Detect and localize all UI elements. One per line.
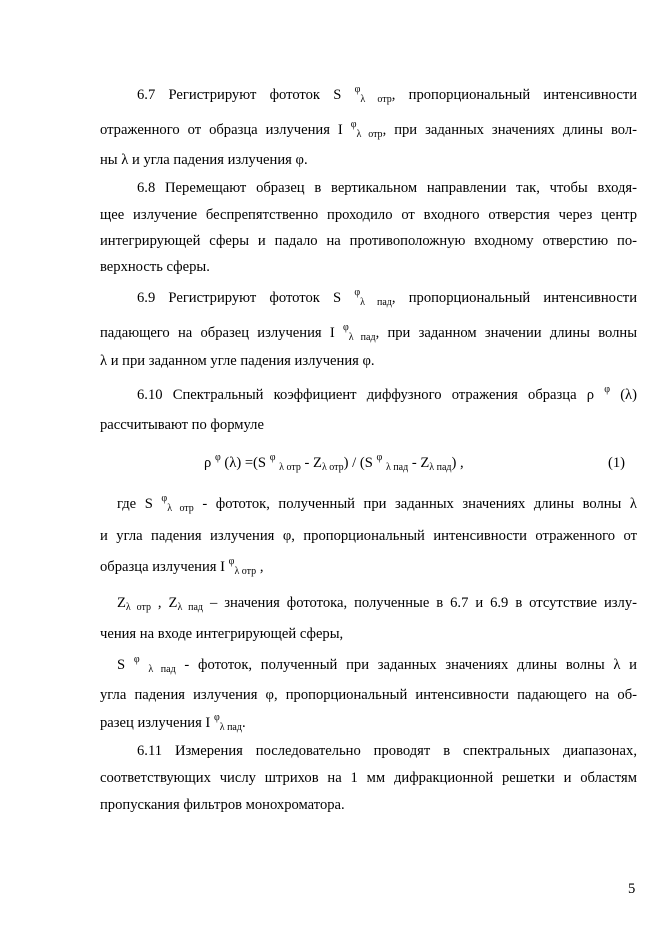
para-6-11-line-1: 6.11 Измерения последовательно проводят в спектральных диапазонах, (137, 743, 637, 759)
where-z-line-1: $Z_{\lambda отр}$ , $Z_{\lambda пад}$ – значения фототока, полученные в 6.7 и 6.9 в отсутствие излу- (117, 595, 637, 613)
para-6-7-line-3: ны λ и угла падения излучения φ. (100, 152, 308, 168)
formula-number: (1) (608, 455, 626, 471)
where-s-otr-line-3: образца излучения I $^\varphi_{\lambda отр}$ , (100, 556, 264, 577)
where-s-pad-line-3: разец излучения I $^\varphi_{\lambda пад}$. (100, 712, 246, 733)
para-6-8-line-3: интегрирующей сферы и падало на противоположную входному отверстию по- (100, 233, 637, 249)
para-6-8-line-4: верхность сферы. (100, 259, 210, 275)
para-6-8-line-2: щее излучение беспрепятственно проходило от входного отверстия через центр (100, 207, 637, 223)
where-s-otr-line-1: где S $^\varphi_{\lambda отр}$ - фототок, полученный при заданных значениях длины волны λ (117, 493, 637, 514)
para-6-9-line-1: 6.9 Регистрируют фототок S $^\varphi_{\lambda пад}$, пропорциональный интенсивности (137, 287, 637, 308)
para-6-9-line-3: λ и при заданном угле падения излучения φ. (100, 353, 375, 369)
para-6-8-line-1: 6.8 Перемещают образец в вертикальном направлении так, чтобы входя- (137, 180, 637, 196)
para-6-7-line-1: 6.7 Регистрируют фототок S $^\varphi_{\lambda отр}$, пропорциональный интенсивности (137, 84, 638, 105)
para-6-10-line-2: рассчитывают по формуле (100, 417, 264, 433)
para-6-11-line-2: соответствующих числу штрихов на 1 мм дифракционной решетки и областям (100, 770, 637, 786)
para-6-11-line-3: пропускания фильтров монохроматора. (100, 797, 345, 813)
formula-1: ρ $^\varphi$ (λ) =(S $^\varphi$ $_{\lambda отр} - Z_{\lambda отр}) / (S$ $^\varphi$ $_{\lambda пад} - Z_{\lambda пад}$) , (204, 452, 464, 473)
where-s-pad-line-1: S $^\varphi$ $_{\lambda пад}$ - фототок, полученный при заданных значениях длины волны λ и (117, 654, 637, 675)
para-6-10-line-1: 6.10 Спектральный коэффициент диффузного отражения образца ρ $^\varphi$ (λ) (137, 384, 637, 403)
where-s-otr-line-2: и угла падения излучения φ, пропорциональный интенсивности отраженного от (100, 528, 637, 544)
where-s-pad-line-2: угла падения излучения φ, пропорциональный интенсивности падающего на об- (100, 687, 637, 703)
page-number: 5 (628, 881, 636, 897)
where-z-line-2: чения на входе интегрирующей сферы, (100, 626, 344, 642)
para-6-9-line-2: падающего на образец излучения I $^\varphi_{\lambda пад}$, при заданном значении длины волны (100, 322, 637, 343)
para-6-7-line-2: отраженного от образца излучения I $^\varphi_{\lambda отр}$, при заданных значениях длины вол- (100, 119, 637, 140)
